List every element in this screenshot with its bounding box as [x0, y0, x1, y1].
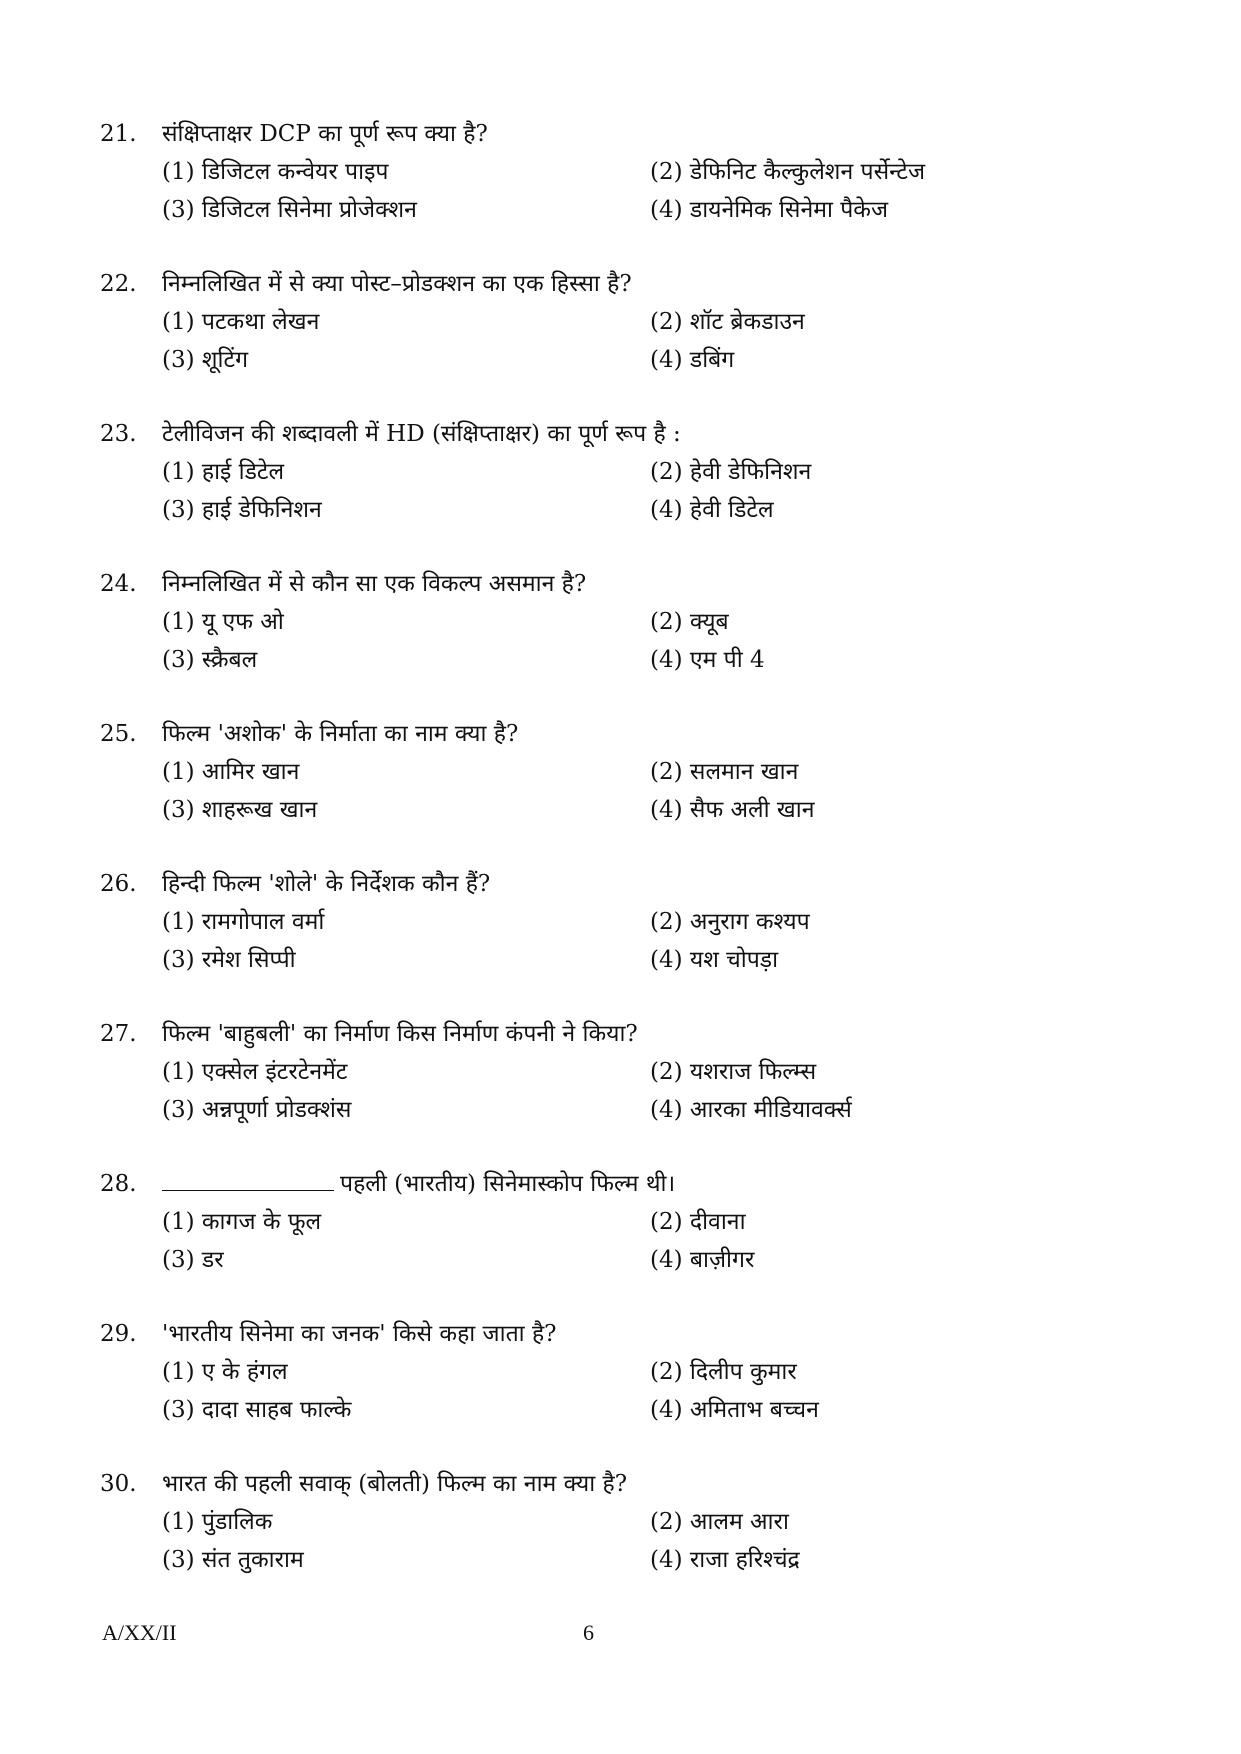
option-4: (4) आरका मीडियावर्क्स [650, 1097, 852, 1123]
option-3: (3) शाहरूख खान [162, 797, 318, 823]
option-4: (4) राजा हरिश्चंद्र [650, 1547, 800, 1573]
question-text-wrap [162, 1469, 627, 1499]
option-4: (4) सैफ अली खान [650, 797, 815, 823]
option-2: (2) अनुराग कश्यप [650, 909, 810, 935]
option-1: (1) हाई डिटेल [162, 459, 285, 485]
option-1: (1) आमिर खान [162, 759, 300, 785]
question-30 [100, 1463, 1141, 1613]
option-4: (4) डायनेमिक सिनेमा पैकेज [650, 197, 889, 223]
option-2: (2) हेवी डेफिनिशन [650, 459, 812, 485]
question-text-wrap [162, 419, 681, 449]
question-stem [100, 569, 586, 599]
question-29 [100, 1313, 1141, 1463]
question-text: पहली (भारतीय) सिनेमास्कोप फिल्म थी। [340, 1171, 676, 1197]
question-text: संक्षिप्ताक्षर DCP का पूर्ण रूप क्या है? [162, 121, 488, 147]
question-number: 22. [100, 271, 137, 297]
question-text: फिल्म 'बाहुबली' का निर्माण किस निर्माण कंपनी ने किया? [162, 1021, 638, 1047]
question-22 [100, 263, 1141, 413]
question-24 [100, 563, 1141, 713]
option-4: (4) बाज़ीगर [650, 1247, 755, 1273]
option-2: (2) सलमान खान [650, 759, 799, 785]
question-text: हिन्दी फिल्म 'शोले' के निर्देशक कौन हैं? [162, 871, 491, 897]
question-stem [100, 419, 681, 449]
question-stem [100, 1469, 627, 1499]
page-number: 6 [583, 1620, 594, 1645]
question-text-wrap [162, 269, 632, 299]
question-text-wrap [162, 1019, 638, 1049]
option-4: (4) एम पी 4 [650, 647, 765, 673]
option-1: (1) यू एफ ओ [162, 609, 284, 635]
question-23 [100, 413, 1141, 563]
question-text: टेलीविजन की शब्दावली में HD (संक्षिप्ताक्षर) का पूर्ण रूप है : [162, 421, 681, 447]
option-1: (1) डिजिटल कन्वेयर पाइप [162, 159, 389, 185]
paper-code: A/XX/II [102, 1620, 177, 1645]
question-number: 21. [100, 121, 137, 147]
option-4: (4) डबिंग [650, 347, 735, 373]
question-stem [100, 119, 488, 149]
option-3: (3) संत तुकाराम [162, 1547, 304, 1573]
question-list [100, 113, 1141, 1613]
question-text: फिल्म 'अशोक' के निर्माता का नाम क्या है? [162, 721, 519, 747]
question-stem [100, 869, 490, 899]
question-number: 26. [100, 871, 137, 897]
fill-in-blank [162, 1170, 334, 1191]
option-3: (3) रमेश सिप्पी [162, 947, 296, 973]
question-number: 25. [100, 721, 137, 747]
option-2: (2) शॉट ब्रेकडाउन [650, 309, 805, 335]
option-1: (1) पटकथा लेखन [162, 309, 320, 335]
option-1: (1) एक्सेल इंटरटेनमेंट [162, 1059, 348, 1085]
option-2: (2) आलम आरा [650, 1509, 789, 1535]
question-text: निम्नलिखित में से कौन सा एक विकल्प असमान है? [162, 571, 587, 597]
question-number: 23. [100, 421, 137, 447]
question-28 [100, 1163, 1141, 1313]
question-number: 28. [100, 1171, 137, 1197]
question-number: 30. [100, 1471, 137, 1497]
option-1: (1) रामगोपाल वर्मा [162, 909, 325, 935]
option-3: (3) स्क्रैबल [162, 647, 258, 673]
option-1: (1) पुंडालिक [162, 1509, 273, 1535]
question-number: 29. [100, 1321, 137, 1347]
question-text-wrap [162, 1319, 557, 1349]
question-text-wrap [162, 119, 488, 149]
question-text-wrap [162, 1169, 675, 1199]
option-1: (1) ए के हंगल [162, 1359, 288, 1385]
question-stem [100, 1319, 557, 1349]
question-number: 24. [100, 571, 137, 597]
question-text-wrap [162, 869, 490, 899]
option-2: (2) क्यूब [650, 609, 729, 635]
option-1: (1) कागज के फूल [162, 1209, 322, 1235]
question-26 [100, 863, 1141, 1013]
option-3: (3) अन्नपूर्णा प्रोडक्शंस [162, 1097, 352, 1123]
option-2: (2) यशराज फिल्म्स [650, 1059, 817, 1085]
question-stem [100, 1169, 675, 1199]
option-2: (2) डेफिनिट कैल्कुलेशन पर्सेन्टेज [650, 159, 926, 185]
question-27 [100, 1013, 1141, 1163]
question-stem [100, 1019, 638, 1049]
option-3: (3) दादा साहब फाल्के [162, 1397, 352, 1423]
option-4: (4) अमिताभ बच्चन [650, 1397, 819, 1423]
option-3: (3) डिजिटल सिनेमा प्रोजेक्शन [162, 197, 417, 223]
option-4: (4) यश चोपड़ा [650, 947, 779, 973]
option-4: (4) हेवी डिटेल [650, 497, 774, 523]
question-21 [100, 113, 1141, 263]
question-stem [100, 719, 518, 749]
option-2: (2) दिलीप कुमार [650, 1359, 797, 1385]
question-text: 'भारतीय सिनेमा का जनक' किसे कहा जाता है? [162, 1321, 557, 1347]
option-3: (3) शूटिंग [162, 347, 249, 373]
question-stem [100, 269, 632, 299]
question-text: निम्नलिखित में से क्या पोस्ट–प्रोडक्शन का एक हिस्सा है? [162, 271, 632, 297]
option-3: (3) हाई डेफिनिशन [162, 497, 322, 523]
question-text-wrap [162, 719, 518, 749]
question-text: भारत की पहली सवाक् (बोलती) फिल्म का नाम क्या है? [162, 1471, 628, 1497]
option-2: (2) दीवाना [650, 1209, 746, 1235]
question-25 [100, 713, 1141, 863]
question-number: 27. [100, 1021, 137, 1047]
option-3: (3) डर [162, 1247, 224, 1273]
question-text-wrap [162, 569, 586, 599]
